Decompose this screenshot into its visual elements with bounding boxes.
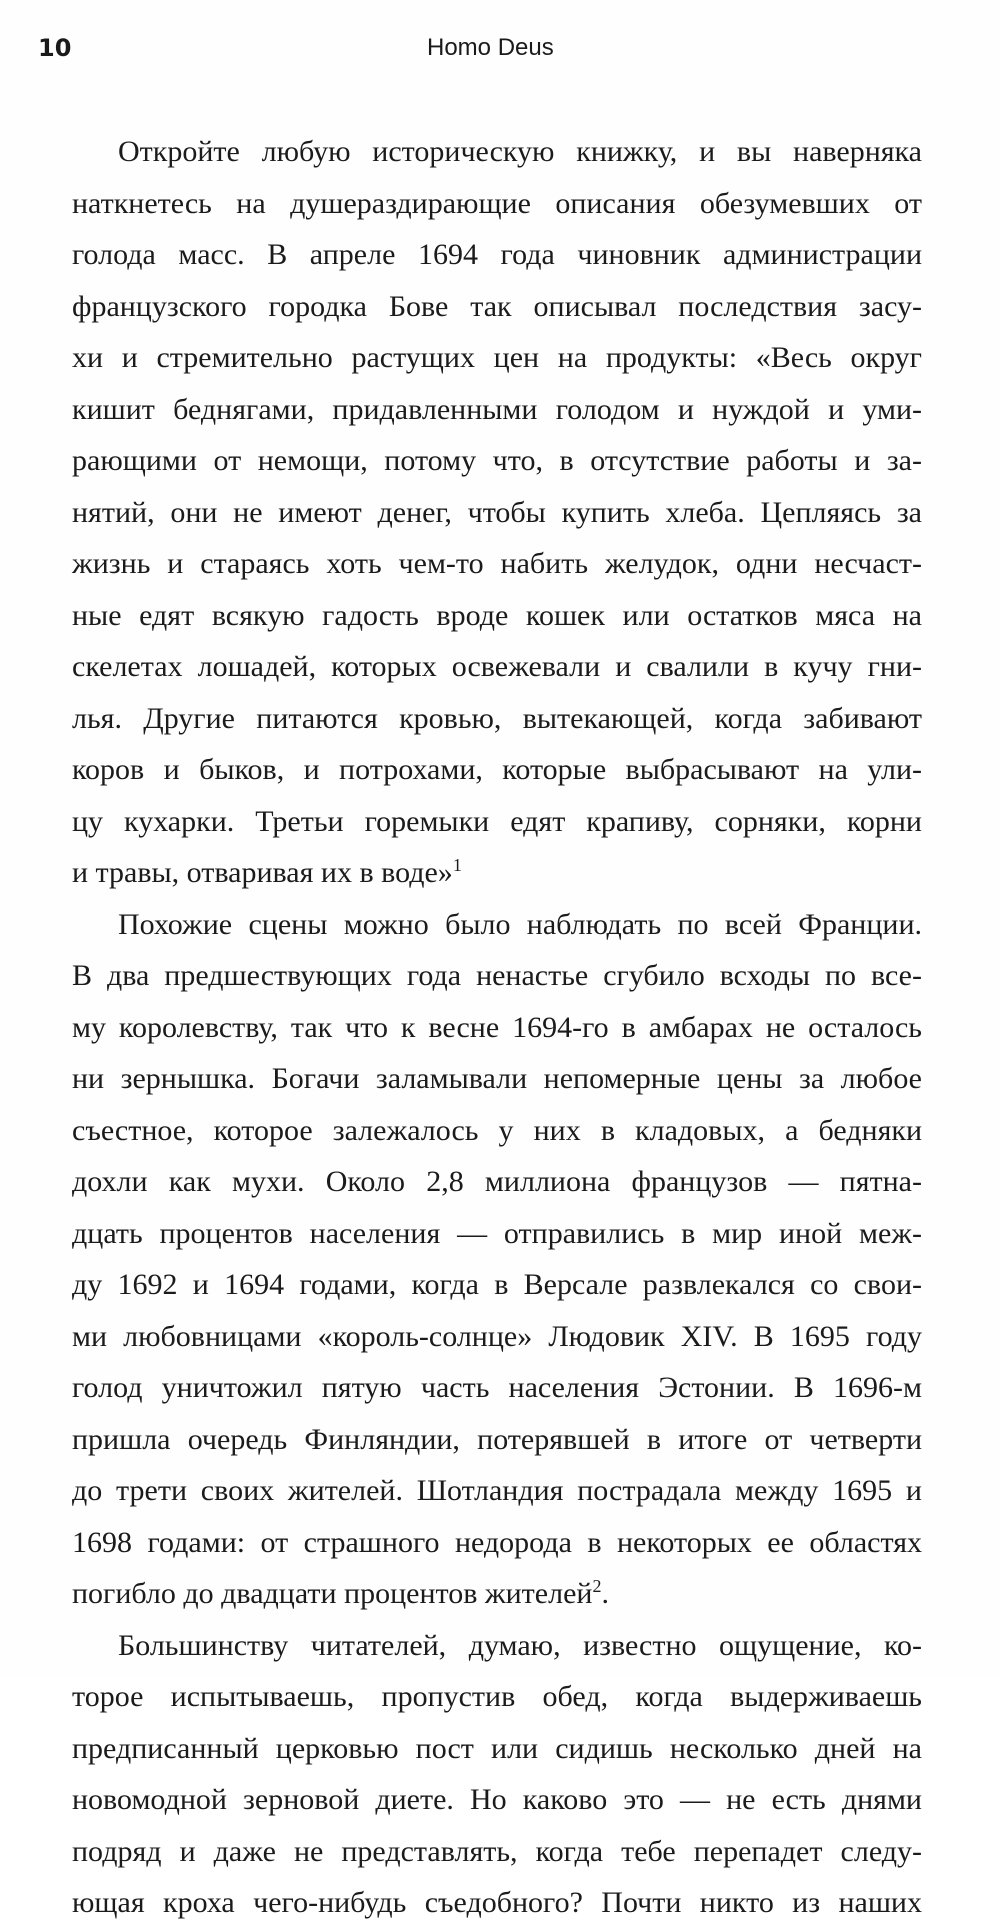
text-line: нятий, они не имеют денег, чтобы купить хлеба. Цепляясь за [72, 495, 922, 529]
text-line: Большинству читателей, думаю, известно ощущение, ко- [118, 1628, 922, 1662]
text-line: ни зернышка. Богачи заламывали непомерные цены за любое [72, 1062, 922, 1095]
text-line: ду 1692 и 1694 годами, когда в Версале развлекался со свои- [72, 1268, 922, 1301]
text-line: съестное, которое залежалось у них в кладовых, а бедняки [72, 1113, 922, 1147]
text-line: цу кухарки. Третьи горемыки едят крапиву, сорняки, корни [72, 804, 922, 838]
text-line [72, 1568, 922, 1620]
text-line: Откройте любую историческую книжку, и вы наверняка [118, 135, 922, 168]
text-line: ные едят всякую гадость вроде кошек или остатков мяса на [72, 598, 922, 632]
text-line: коров и быков, и потрохами, которые выбрасывают на ули- [72, 753, 922, 786]
text-line: голод уничтожил пятую часть населения Эстонии. В 1696-м [72, 1371, 922, 1404]
text-line: лья. Другие питаются кровью, вытекающей, когда забивают [72, 701, 922, 735]
text-line: пришла очередь Финляндии, потерявшей в итоге от четверти [72, 1422, 922, 1456]
text-line: 1698 годами: от страшного недорода в некоторых ее областях [72, 1525, 922, 1559]
text-line: французского городка Бове так описывал последствия засу- [72, 289, 922, 323]
running-title: Homo Deus [427, 34, 554, 61]
text-line: дцать процентов населения — отправились в мир иной меж- [72, 1216, 922, 1250]
text-line: рающими от немощи, потому что, в отсутствие работы и за- [72, 444, 922, 477]
text-line: торое испытываешь, пропустив обед, когда выдерживаешь [72, 1680, 922, 1713]
text-line: голода масс. В апреле 1694 года чиновник администрации [72, 238, 922, 271]
text-line: В два предшествующих года ненастье сгубило всходы по все- [72, 959, 922, 992]
text-line: новомодной зерновой диете. Но каково это — не есть днями [72, 1783, 922, 1816]
text-line: му королевству, так что к весне 1694-го в амбарах не осталось [72, 1010, 922, 1044]
paragraph-3 [72, 1620, 922, 1929]
text-fragment: и травы, отваривая их в воде» [72, 856, 453, 889]
text-line: жизнь и стараясь хоть чем-то набить желудок, одни несчаст- [72, 547, 922, 580]
text-line: скелетах лошадей, которых освежевали и свалили в кучу гни- [72, 650, 922, 683]
paragraph-2 [72, 899, 922, 1620]
text-line: наткнетесь на душераздирающие описания обезумевших от [72, 186, 922, 220]
text-line: до трети своих жителей. Шотландия пострадала между 1695 и [72, 1474, 922, 1507]
text-line: хи и стремительно растущих цен на продукты: «Весь округ [72, 341, 922, 374]
text-line: ющая кроха чего-нибудь съедобного? Почти никто из наших [72, 1886, 922, 1919]
text-fragment: погибло до двадцати процентов жителей [72, 1577, 593, 1610]
text-line: дохли как мухи. Около 2,8 миллиона французов — пятна- [72, 1165, 922, 1198]
text-line: ми любовницами «король-солнце» Людовик XIV. В 1695 году [72, 1319, 922, 1353]
body-text [72, 126, 922, 1929]
text-line: подряд и даже не представлять, когда тебе перепадет следу- [72, 1834, 922, 1868]
text-line: Похожие сцены можно было наблюдать по всей Франции. [118, 907, 922, 941]
footnote-ref: 1 [452, 855, 462, 875]
text-fragment: . [601, 1577, 609, 1610]
page-number: 10 [38, 34, 72, 62]
text-line [72, 847, 922, 899]
paragraph-1 [72, 126, 922, 899]
footnote-ref: 2 [592, 1576, 602, 1596]
text-line: кишит беднягами, придавленными голодом и нуждой и уми- [72, 392, 922, 426]
text-line: предписанный церковью пост или сидишь несколько дней на [72, 1731, 922, 1765]
